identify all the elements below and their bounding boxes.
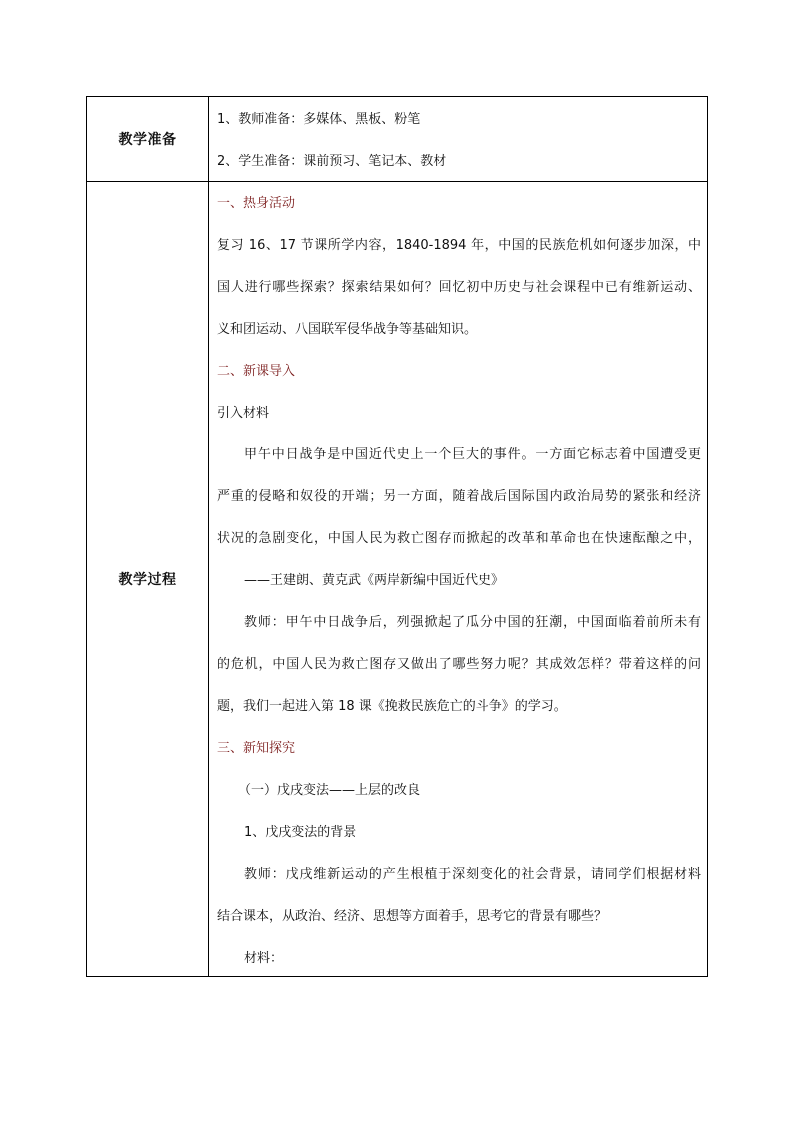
material-line: 严重的侵略和奴役的开端；另一方面，随着战后国际国内政治局势的紧张和经济 [217,489,701,504]
material-label: 材料： [244,951,284,966]
process-label: 教学过程 [87,182,209,976]
student-prep: 2、学生准备：课前预习、笔记本、教材 [217,154,447,169]
teacher2-line: 结合课本，从政治、经济、思想等方面着手，思考它的背景有哪些？ [217,909,608,924]
intro-label: 引入材料 [217,406,270,421]
process-content [209,182,707,976]
section1-line: 国人进行哪些探索？探索结果如何？回忆初中历史与社会课程中已有维新运动、 [217,280,701,295]
lesson-plan-table [86,96,708,977]
teacher-line: 的危机，中国人民为救亡图存又做出了哪些努力呢？其成效怎样？带着这样的问 [217,657,701,672]
teacher-line: 教师：甲午中日战争后，列强掀起了瓜分中国的狂潮，中国面临着前所未有 [244,615,701,630]
sub-title: （一）戊戌变法——上层的改良 [238,783,421,798]
section3-title: 三、新知探究 [217,741,296,756]
teacher-line: 题，我们一起进入第 18 课《挽救民族危亡的斗争》的学习。 [217,699,567,714]
section1-line: 复习 16、17 节课所学内容，1840-1894 年，中国的民族危机如何逐步加深，中 [217,238,701,253]
process-row [87,182,707,976]
section2-title: 二、新课导入 [217,364,296,379]
prep-row [87,97,707,182]
material-line: 甲午中日战争是中国近代史上一个巨大的事件。一方面它标志着中国遭受更 [244,447,701,462]
teacher2-line: 教师：戊戌维新运动的产生根植于深刻变化的社会背景，请同学们根据材料 [244,867,701,882]
teacher-prep: 1、教师准备：多媒体、黑板、粉笔 [217,112,421,127]
prep-content [209,97,707,181]
sub-point: 1、戊戌变法的背景 [244,825,357,840]
citation: ——王建朗、黄克武《两岸新编中国近代史》 [244,573,505,588]
section1-line: 义和团运动、八国联军侵华战争等基础知识。 [217,322,478,337]
material-line: 状况的急剧变化，中国人民为救亡图存而掀起的改革和革命也在快速酝酿之中， [217,531,701,546]
section1-title: 一、热身活动 [217,196,296,211]
prep-label: 教学准备 [87,97,209,181]
